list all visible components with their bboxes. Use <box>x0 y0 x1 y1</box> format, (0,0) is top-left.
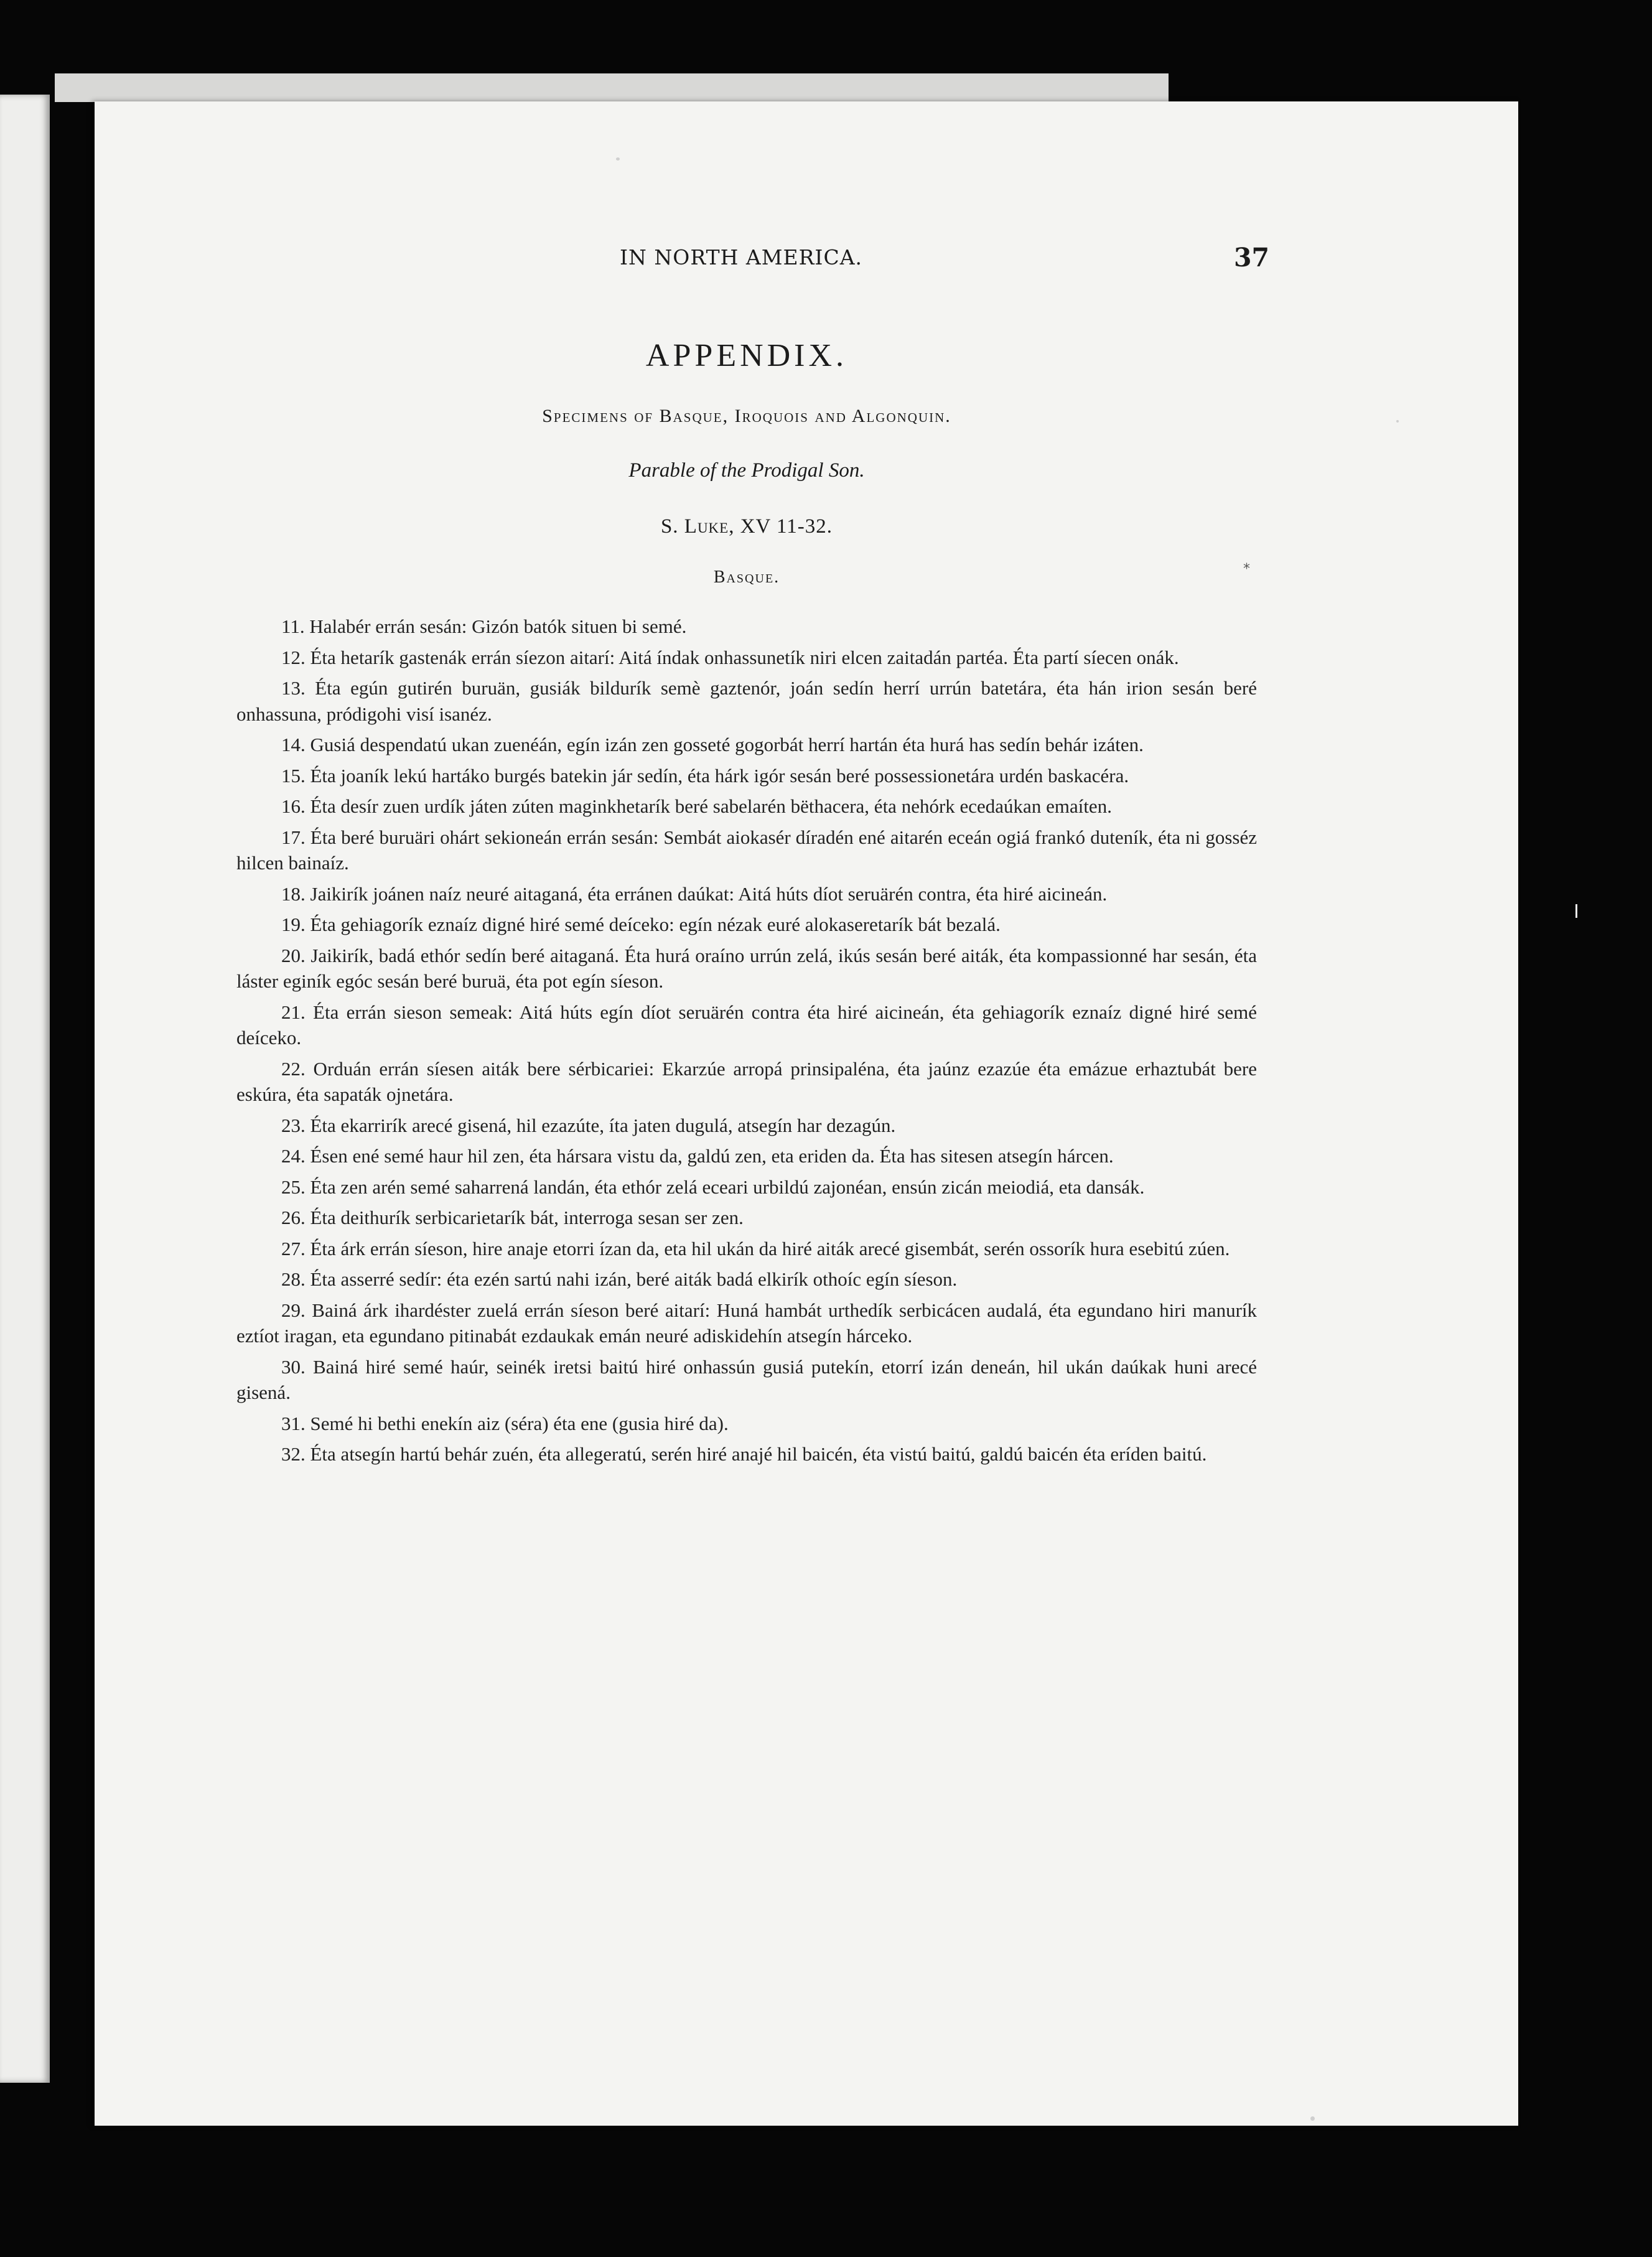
verse-18: 18. Jaikirík joánen naíz neuré aitaganá, éta erránen daúkat: Aitá húts díot seruärén contra, éta hiré aicineán. <box>281 882 1108 905</box>
verse-15: 15. Éta joaník lekú hartáko burgés batekin jár sedín, éta hárk igór sesán beré possessionetára urdén baskacéra. <box>281 764 1129 787</box>
page-number: 37 <box>1233 243 1269 273</box>
verse-32: 32. Éta atsegín hartú behár zuén, éta allegeratú, serén hiré anajé hil baicén, éta vistú baitú, galdú baicén éta eríden baitú. <box>281 1443 1207 1465</box>
page-top-strip <box>55 73 1169 102</box>
verse-11: 11. Halabér errán sesán: Gizón batók situen bi semé. <box>281 615 687 637</box>
verse-27: 27. Éta árk errán síeson, hire anaje etorri ízan da, eta hil ukán da hiré aiták arecé gisembát, serén ossorík hura esebitú zúen. <box>281 1237 1230 1259</box>
verse-19: 19. Éta gehiagorík eznaíz digné hiré semé deíceko: egín nézak euré alokaseretarík bát bezalá. <box>281 914 1001 935</box>
verse-17: 17. Éta beré buruäri ohárt sekioneán errán sesán: Sembát aiokasér díradén ené aitarén eceán ogiá frankó duteník, éta ni gosséz hilcen bainaíz. <box>236 826 1257 874</box>
page-header <box>597 245 1269 283</box>
parable-title: Parable of the Prodigal Son. <box>628 459 865 482</box>
verse-list <box>236 614 1257 1472</box>
appendix-title: APPENDIX. <box>645 338 848 373</box>
verse-13: 13. Éta egún gutirén buruän, gusiák bildurík semè gaztenór, joán sedín herrí urrún batetára, éta hán irion sesán beré onhassuna, pródigohi visí isanéz. <box>236 677 1257 725</box>
verse-26: 26. Éta deithurík serbicarietarík bát, interroga sesan ser zen. <box>281 1207 744 1228</box>
running-head: IN NORTH AMERICA. <box>620 245 863 269</box>
verse-24: 24. Ésen ené semé haur hil zen, éta hársara vistu da, galdú zen, eta eriden da. Éta has sitesen atsegín hárcen. <box>281 1145 1114 1167</box>
verse-23: 23. Éta ekarrirík arecé gisená, hil ezazúte, íta jaten dugulá, atsegín har dezagún. <box>281 1114 896 1136</box>
verse-31: 31. Semé hi bethi enekín aiz (séra) éta ene (gusia hiré da). <box>281 1412 729 1434</box>
language-label: Basque. <box>713 568 780 587</box>
specimens-title: Specimens of Basque, Iroquois and Algonquin. <box>542 406 951 426</box>
verse-30: 30. Bainá hiré semé haúr, seinék iretsi baitú hiré onhassún gusiá putekín, etorrí izán deneán, hil ukán daúkak huni arecé gisená. <box>236 1355 1257 1403</box>
verse-21: 21. Éta errán sieson semeak: Aitá húts egín díot seruärén contra éta hiré aicineán, éta gehiagorík eznaíz digné hiré semé deíceko. <box>236 1001 1257 1049</box>
verse-25: 25. Éta zen arén semé saharrená landán, éta ethór zelá eceari urbildú zajonéan, ensún zicán meiodiá, eta dansák. <box>281 1175 1145 1198</box>
facing-page-edge <box>0 95 50 2083</box>
verse-16: 16. Éta desír zuen urdík játen zúten maginkhetarík beré sabelarén bëthacera, éta nehórk ecedaúkan emaíten. <box>281 795 1112 817</box>
scripture-reference: S. Luke, XV 11-32. <box>660 515 833 538</box>
verse-20: 20. Jaikirík, badá ethór sedín beré aitaganá. Éta hurá oraíno urrún zelá, ikús sesán beré aiták, éta kompassionné har sesán, éta láster eginík egóc sesán beré buruä, éta pot egín síeson. <box>236 944 1257 992</box>
verse-28: 28. Éta asserré sedír: éta ezén sartú nahi izán, beré aiták badá elkirík othoíc egín síeson. <box>281 1268 958 1290</box>
verse-14: 14. Gusiá despendatú ukan zuenéán, egín izán zen gosseté gogorbát herrí hartán éta hurá has sedín behár izáten. <box>281 734 1144 755</box>
verse-12: 12. Éta hetarík gastenák errán síezon aitarí: Aitá índak onhassunetík niri elcen zaitadán partéa. Éta partí síecen onák. <box>281 646 1179 668</box>
verse-29: 29. Bainá árk ihardéster zuelá errán síeson beré aitarí: Huná hambát urthedík serbicácen audalá, éta egundano hiri manurík eztíot iragan, eta egundano pitinabát ezdaukak emán neuré adiskidehín atsegín hárceko. <box>236 1299 1257 1347</box>
verse-22: 22. Orduán errán síesen aiták bere sérbicariei: Ekarzúe arropá prinsipaléna, éta jaúnz ezazúe éta emázue erhaztubát bere eskúra, éta sapaták ojnetára. <box>236 1057 1257 1105</box>
margin-mark: * <box>1243 561 1250 577</box>
